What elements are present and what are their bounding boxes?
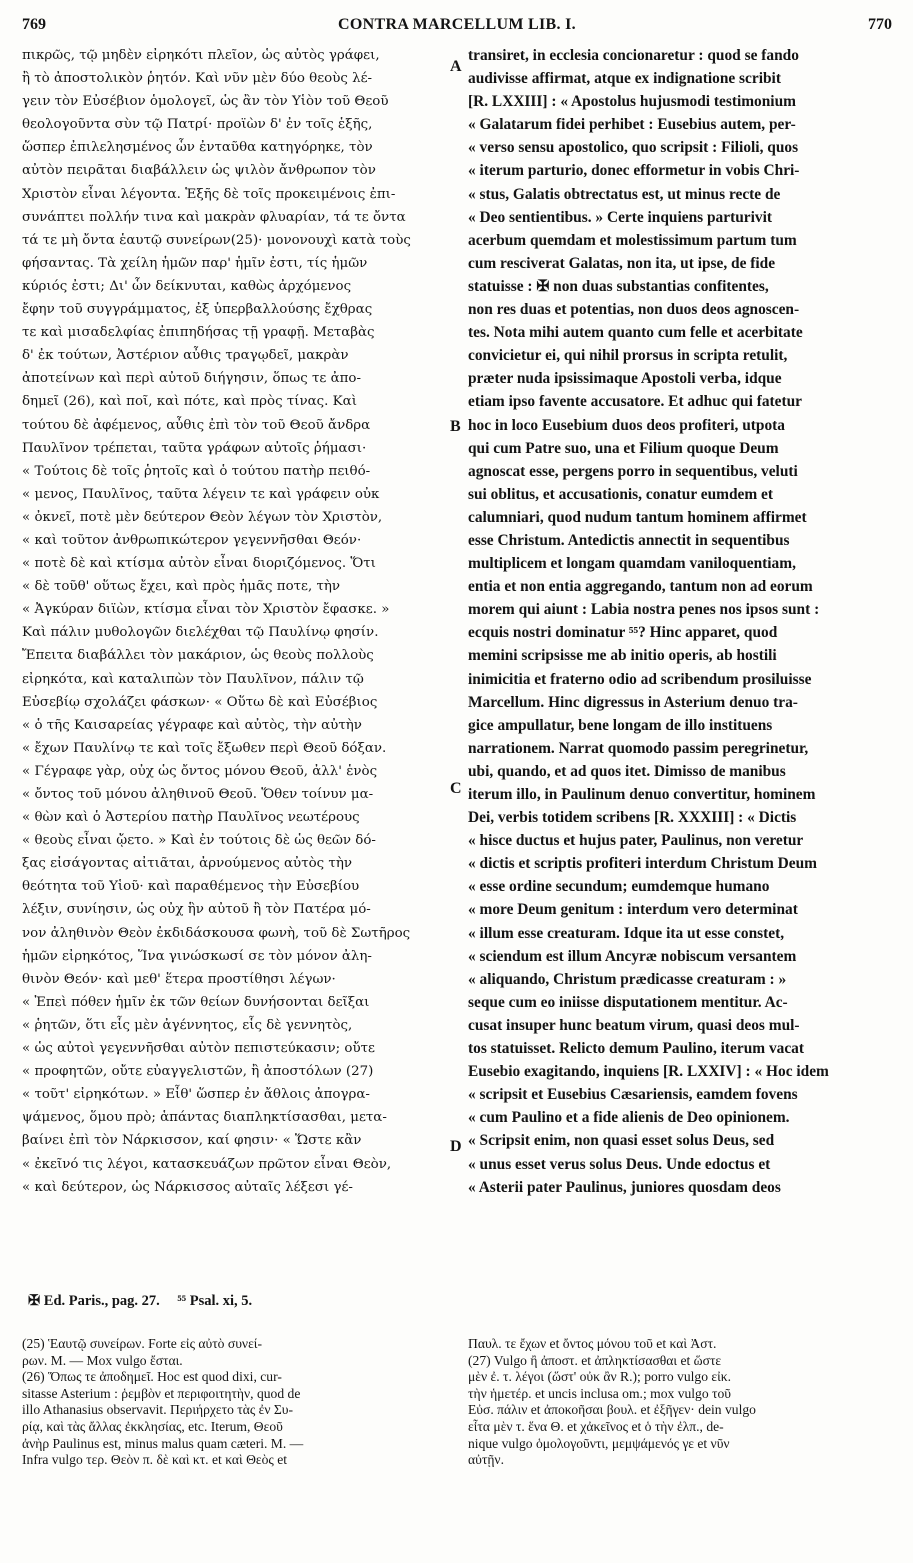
greek-text-line: γειν τὸν Εὐσέβιον ὁμολογεῖ, ὡς ἂν τὸν Υἱὸν τοῦ Θεοῦ bbox=[22, 94, 389, 110]
latin-text-line: « Scripsit enim, non quasi esset solus Deus, sed bbox=[468, 1132, 775, 1150]
latin-text-line: [R. LXXIII] : « Apostolus hujusmodi testimonium bbox=[468, 93, 796, 111]
latin-text-line: agnoscat esse, pergens porro in sequentibus, veluti bbox=[468, 462, 798, 480]
latin-text-line: multiplicem et longam quamdam vaniloquentiam, bbox=[468, 555, 796, 573]
greek-text-line: « καὶ δεύτερον, ὡς Νάρκισσος αὐταῖς λέξεσι γέ- bbox=[22, 1179, 353, 1195]
latin-text-line: non res duas et potentias, non duos deos agnoscen- bbox=[468, 301, 800, 319]
greek-text-line: « ὀκνεῖ, ποτὲ μὲν δεύτερον Θεὸν λέγων τὸν Χριστὸν, bbox=[22, 509, 383, 525]
greek-text-line: ὥσπερ ἐπιλελησμένος ὧν ἐνταῦθα κατηγόρηκε, τὸν bbox=[22, 140, 373, 156]
latin-text-line: « sciendum est illum Ancyræ nobiscum versantem bbox=[468, 947, 797, 965]
latin-text-line: audivisse affirmat, atque ex indignatione scribit bbox=[468, 70, 781, 88]
latin-text-line: « stus, Galatis obtrectatus est, ut minus recte de bbox=[468, 185, 781, 203]
page-note-psalm: ⁵⁵ Psal. xi, 5. bbox=[177, 1293, 253, 1309]
footnotes-left-column bbox=[22, 1336, 450, 1469]
latin-text-line: « Galatarum fidei perhibet : Eusebius autem, per- bbox=[468, 116, 796, 134]
footnote-line: Infra vulgo τερ. Θεὸν π. δὲ καὶ κτ. et καὶ Θεὸς et bbox=[22, 1452, 288, 1468]
footnote-line: ρων. M. — Mox vulgo ἔσται. bbox=[22, 1352, 183, 1368]
footnote-line: ἀνὴρ Paulinus est, minus malus quam cæteri. M. — bbox=[22, 1435, 304, 1451]
greek-text-line: « δὲ τοῦθ' οὕτως ἔχει, καὶ πρὸς ἡμᾶς ποτε, τὴν bbox=[22, 579, 341, 595]
greek-text-line: Καὶ πάλιν μυθολογῶν διελέχθαι τῷ Παυλίνῳ φησίν. bbox=[22, 625, 379, 641]
margin-letter-d: D bbox=[450, 1138, 462, 1155]
greek-text-line: « τοῦτ' εἰρηκότων. » Εἶθ' ὥσπερ ἐν ἄθλοις ἀπογρα- bbox=[22, 1087, 370, 1103]
latin-text-line: « dictis et scriptis profiteri interdum Christum Deum bbox=[468, 855, 817, 873]
margin-letter-b: B bbox=[450, 418, 461, 435]
footnote-line: Παυλ. τε ἔχων et ὄντος μόνου τοῦ et καὶ Ἀστ. bbox=[468, 1336, 717, 1351]
footnote-line: ρίᾳ, καὶ τὰς ἄλλας ἐκκλησίας, etc. Iterum, Θεοῦ bbox=[22, 1418, 283, 1434]
greek-text-line: « ποτὲ δὲ καὶ κτίσμα αὐτὸν εἶναι διοριζόμενος. Ὅτι bbox=[22, 556, 376, 572]
footnote-line: αὐτῇν. bbox=[468, 1452, 504, 1468]
latin-text-line: sui oblitus, et accusationis, conatur eumdem et bbox=[468, 485, 773, 503]
greek-text-line: « θὼν καὶ ὁ Ἀστερίου πατὴρ Παυλῖνος νεωτέρους bbox=[22, 810, 360, 826]
latin-text-line: gice ampullatur, bene longam de illo instituens bbox=[468, 716, 773, 734]
greek-text-line: πικρῶς, τῷ μηδὲν εἰρηκότι πλεῖον, ὡς αὐτὸς γράφει, bbox=[22, 48, 380, 63]
running-title: CONTRA MARCELLUM LIB. I. bbox=[338, 16, 576, 33]
greek-text-line: ἡμῶν εἰρηκότος, Ἵνα γινώσκωσί σε τὸν μόνον ἀλη- bbox=[22, 948, 372, 964]
latin-text-line: Marcellum. Hinc digressus in Asterium denuo tra- bbox=[468, 693, 798, 711]
latin-text-line: esse Christum. Antedictis annectit in sequentibus bbox=[468, 531, 790, 549]
greek-text-line: κύριός ἐστι; Δι' ὧν δείκνυται, καθὼς ἀρχόμενος bbox=[22, 278, 352, 294]
greek-text-line: Χριστὸν εἶναι λέγοντα. Ἑξῆς δὲ τοῖς προκειμένοις ἐπι- bbox=[22, 186, 396, 202]
greek-text-line: « ῥητῶν, ὅτι εἷς μὲν ἀγέννητος, εἷς δὲ γεννητὸς, bbox=[22, 1017, 353, 1033]
latin-text-line: « illum esse creaturam. Idque ita ut esse constet, bbox=[468, 924, 785, 942]
latin-text-line: « Deo sentientibus. » Certe inquiens parturivit bbox=[468, 208, 772, 226]
latin-text-line: acerbum quemdam et molestissimum partum tum bbox=[468, 231, 797, 249]
footnote-line: (27) Vulgo ἢ ἀποστ. et ἀπληκτίσασθαι et ὥστε bbox=[468, 1352, 722, 1368]
latin-text-line: iterum illo, in Paulinum denuo convertitur, hominem bbox=[468, 786, 816, 803]
margin-letter-c: C bbox=[450, 780, 462, 797]
greek-text-line: δημεῖ (26), καὶ ποῖ, καὶ πότε, καὶ πρὸς τίνας. Καὶ bbox=[22, 394, 357, 410]
greek-text-line: « ὡς αὐτοὶ γεγεννῆσθαι αὐτὸν πεπιστεύκασιν; οὔτε bbox=[22, 1041, 375, 1057]
greek-text-line: « Τούτοις δὲ τοῖς ῥητοῖς καὶ ὁ τούτου πατὴρ πειθό- bbox=[22, 463, 371, 479]
latin-text-line: statuisse : ✠ non duas substantias confitentes, bbox=[468, 277, 769, 295]
latin-text-line: « more Deum genitum : interdum vero determinat bbox=[468, 901, 798, 919]
greek-text-line: « προφητῶν, οὔτε εὐαγγελιστῶν, ἢ ἀποστόλων (27) bbox=[22, 1064, 374, 1080]
greek-text-line: ἢ τὸ ἀποστολικὸν ῥητόν. Καὶ νῦν μὲν δύο θεοὺς λέ- bbox=[22, 71, 373, 87]
page-number-right: 770 bbox=[868, 16, 892, 33]
latin-text-line: memini scripsisse me ab initio operis, ab hostili bbox=[468, 647, 777, 665]
greek-text-line: « Ἀγκύραν διϊὼν, κτίσμα εἶναι τὸν Χριστὸν ἔφασκε. » bbox=[22, 602, 390, 618]
greek-text-line: « ἐκεῖνό τις λέγοι, κατασκευάζων πρῶτον εἶναι Θεὸν, bbox=[22, 1156, 392, 1172]
greek-text-line: « μενος, Παυλῖνος, ταῦτα λέγειν τε καὶ γράφειν οὐκ bbox=[22, 486, 380, 502]
greek-text-line: λέξιν, συνίησιν, ὡς οὐχ ἣν αὐτοῦ ἢ τὸν Πατέρα μό- bbox=[22, 902, 371, 918]
latin-text-line: ubi, quando, et ad quos itet. Dimisso de manibus bbox=[468, 762, 786, 780]
greek-text-line: Ἔπειτα διαβάλλει τὸν μακάριον, ὡς θεοὺς πολλοὺς bbox=[22, 648, 374, 664]
footnotes-right-column bbox=[468, 1336, 892, 1469]
greek-text-line: βαίνει ἐπὶ τὸν Νάρκισσον, καί φησιν· « Ὥστε κἂν bbox=[22, 1133, 362, 1149]
page-number-left: 769 bbox=[22, 16, 46, 33]
latin-text-line: « unus esset verus solus Deus. Unde edoctus et bbox=[468, 1155, 771, 1173]
margin-letter-a: A bbox=[450, 58, 462, 75]
greek-text-line: αὐτὸν πειρᾶται διαβάλλειν ὡς ψιλὸν ἄνθρωπον τὸν bbox=[22, 163, 376, 179]
latin-text-line: seque cum eo iniisse disputationem mentitur. Ac- bbox=[468, 993, 788, 1011]
greek-text-line: συνάπτει πολλήν τινα καὶ μακρὰν φλυαρίαν, τά τε ὄντα bbox=[22, 209, 406, 225]
footnote-line: nique vulgo ὁμολογοῦντι, μεμψάμενός γε et νῦν bbox=[468, 1435, 730, 1451]
greek-text-line: « ὁ τῆς Καισαρείας γέγραφε καὶ αὐτὸς, τὴν αὐτὴν bbox=[22, 717, 362, 733]
greek-text-line: φήσαντας. Τὰ χείλη ἡμῶν παρ' ἡμῖν ἐστι, τίς ἡμῶν bbox=[22, 255, 368, 271]
latin-text-line: convicietur ei, qui nihil prorsus in scripta retulit, bbox=[468, 347, 788, 365]
footnote-line: illo Athanasius observavit. Περιήρχετο τὰς ἐν Συ- bbox=[22, 1402, 294, 1418]
footnote-line: τὴν ἡμετέρ. et uncis inclusa om.; mox vulgo τοῦ bbox=[468, 1385, 732, 1401]
greek-text-line: εἰρηκότα, καὶ καταλιπὼν τὸν Παυλῖνον, πάλιν τῷ bbox=[22, 671, 364, 687]
footnote-line: μὲν ἐ. τ. λέγοι (ὥστ' οὐκ ἂν R.); porro vulgo εἰκ. bbox=[468, 1369, 732, 1385]
latin-text-column bbox=[468, 44, 892, 1199]
footnote-line: sitasse Asterium : ῥεμβὸν et περιφοιτητὴν, quod de bbox=[22, 1385, 301, 1401]
greek-text-line: τούτου δὲ ἀφέμενος, αὖθις ἐπὶ τὸν τοῦ Θεοῦ ἄνδρα bbox=[22, 417, 371, 433]
greek-text-line: « Γέγραφε γὰρ, οὐχ ὡς ὄντος μόνου Θεοῦ, ἀλλ' ἑνὸς bbox=[22, 763, 378, 779]
latin-text-line: cum resciverat Galatas, non ita, ut ipse, de fide bbox=[468, 254, 776, 272]
greek-text-line: δ' ἐκ τούτων, Ἀστέριον αὖθις τραγῳδεῖ, μακρὰν bbox=[22, 348, 349, 364]
greek-text-line: « ἔχων Παυλίνῳ τε καὶ τοῖς ἔξωθεν περὶ Θεοῦ δόξαν. bbox=[22, 740, 387, 756]
greek-text-line: « Ἐπεὶ πόθεν ἡμῖν ἐκ τῶν θείων δυνήσονται δεῖξαι bbox=[22, 994, 370, 1010]
greek-text-line: τά τε μὴ ὄντα ἑαυτῷ συνείρων(25)· μονονουχὶ κατὰ τοὺς bbox=[22, 232, 411, 248]
greek-text-line: ἀποτείνων καὶ περὶ αὐτοῦ διήγησιν, ὅπως τε ἀπο- bbox=[22, 371, 362, 387]
greek-text-line: θινὸν Θεόν· καὶ μεθ' ἕτερα προστίθησι λέγων· bbox=[22, 971, 336, 987]
latin-text-line: calumniari, quod nudum tantum hominem affirmet bbox=[468, 508, 807, 526]
greek-text-column bbox=[22, 44, 447, 1199]
latin-text-line: Eusebio exagitando, inquiens [R. LXXIV] : « Hoc idem bbox=[468, 1063, 829, 1081]
latin-text-line: cusat insuper hunc beatum virum, quasi deos mul- bbox=[468, 1016, 800, 1034]
greek-text-line: « καὶ τοῦτον ἀνθρωπικώτερον γεγεννῆσθαι Θεόν· bbox=[22, 532, 362, 548]
latin-text-line: « iterum parturio, donec efformetur in vobis Chri- bbox=[468, 162, 800, 180]
greek-text-line: θεολογοῦντα σὺν τῷ Πατρί· προϊὼν δ' ἐν τοῖς ἑξῆς, bbox=[22, 117, 373, 133]
greek-text-line: νον ἀληθινὸν Θεὸν ἐκδιδάσκουσα φωνὴ, τοῦ δὲ Σωτῆρος bbox=[22, 925, 411, 941]
latin-text-line: « hisce ductus et hujus pater, Paulinus, non veretur bbox=[468, 832, 804, 850]
latin-text-line: etiam ipso favente accusatore. Et adhuc qui fatetur bbox=[468, 393, 803, 411]
greek-text-line: ξας εἰσάγοντας αἰτιᾶται, ἀρνούμενος αὐτὸς τὴν bbox=[22, 856, 352, 872]
greek-text-line: ψάμενος, ὅμου πρὸ; ἁπάντας διαπληκτίσασθαι, μετα- bbox=[22, 1110, 387, 1126]
page-note-edition: ✠ Ed. Paris., pag. 27. bbox=[28, 1293, 160, 1309]
latin-text-line: « verso sensu apostolico, quo scripsit : Filioli, quos bbox=[468, 139, 799, 157]
footnote-line: (25) Ἑαυτῷ συνείρων. Forte εἰς αὐτὸ συνεί- bbox=[22, 1336, 262, 1351]
latin-text-line: entia et non entia aggregando, tantum non ad eorum bbox=[468, 578, 813, 596]
footnote-line: Εὐσ. πάλιν et ἀποκοῆσαι βουλ. et ἐξῆγεν· dein vulgo bbox=[468, 1402, 756, 1418]
greek-text-line: Παυλῖνον τρέπεται, ταῦτα γράφων αὐτοῖς ῥήμασι· bbox=[22, 440, 367, 456]
latin-text-line: « cum Paulino et a fide alienis de Deo opinionem. bbox=[468, 1109, 790, 1127]
greek-text-line: θεότητα τοῦ Υἱοῦ· καὶ παραθέμενος τὴν Εὐσεβίου bbox=[22, 879, 360, 895]
latin-text-line: « esse ordine secundum; eumdemque humano bbox=[468, 878, 770, 896]
greek-text-line: « θεοὺς εἶναι ᾤετο. » Καὶ ἐν τούτοις δὲ ὡς θεῶν δό- bbox=[22, 833, 376, 849]
greek-text-line: « ὄντος τοῦ μόνου ἀληθινοῦ Θεοῦ. Ὅθεν τοίνυν μα- bbox=[22, 787, 374, 802]
page-notes bbox=[28, 1293, 888, 1310]
latin-text-line: « scripsit et Eusebius Cæsariensis, eamdem fovens bbox=[468, 1086, 798, 1104]
latin-text-line: morem qui aiunt : Labia nostra penes nos ipsos sunt : bbox=[468, 601, 820, 619]
latin-text-line: qui cum Patre suo, una et Filium quoque Deum bbox=[468, 439, 779, 457]
running-header bbox=[22, 16, 892, 40]
latin-text-line: tes. Nota mihi autem quanto cum felle et acerbitate bbox=[468, 324, 803, 342]
latin-text-line: transiret, in ecclesia concionaretur : quod se fando bbox=[468, 47, 799, 64]
greek-text-line: Εὐσεβίῳ σχολάζει φάσκων· « Οὕτω δὲ καὶ Εὐσέβιος bbox=[22, 694, 378, 710]
latin-text-line: hoc in loco Eusebium duos deos profiteri, utpota bbox=[468, 416, 785, 434]
latin-text-line: ecquis nostri dominatur ⁵⁵? Hinc apparet, quod bbox=[468, 624, 778, 642]
latin-text-line: narrationem. Narrat quomodo passim peregrinetur, bbox=[468, 739, 809, 757]
footnote-line: (26) Ὅπως τε ἀποδημεῖ. Hoc est quod dixi, cur- bbox=[22, 1369, 282, 1385]
latin-text-line: « Asterii pater Paulinus, juniores quosdam deos bbox=[468, 1178, 781, 1196]
latin-text-line: præter nuda ipsissimaque Apostoli verba, idque bbox=[468, 370, 782, 388]
latin-text-line: tos statuisset. Relicto demum Paulino, iterum vacat bbox=[468, 1040, 804, 1058]
footnote-line: εἶτα μὲν τ. ἕνα Θ. et χἀκεῖνος et ὁ τὴν ἐλπ., de- bbox=[468, 1418, 724, 1434]
latin-text-line: inimicitia et fraterno odio ad scribendum prosiluisse bbox=[468, 670, 812, 688]
latin-text-line: « aliquando, Christum prædicasse creaturam : » bbox=[468, 970, 787, 988]
greek-text-line: τε καὶ μισαδελφίας ἐπιπηδήσας τῇ γραφῇ. Μεταβὰς bbox=[22, 325, 375, 341]
latin-text-line: Dei, verbis totidem scribens [R. XXXIII] : « Dictis bbox=[468, 809, 797, 827]
greek-text-line: ἔφην τοῦ συγγράμματος, ἐξ ὑπερβαλλούσης ἔχθρας bbox=[22, 302, 373, 318]
